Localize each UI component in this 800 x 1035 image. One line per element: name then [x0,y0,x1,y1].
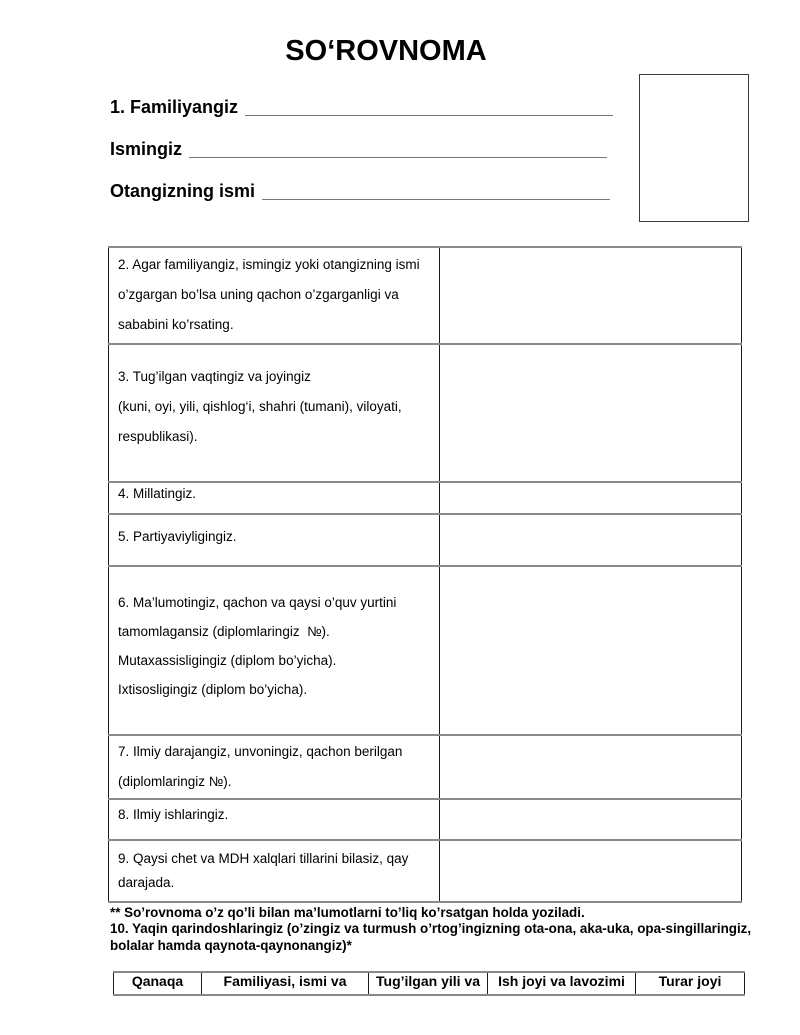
relatives-header-work: Ish joyi va lavozimi [488,972,636,995]
question-cell [109,566,440,735]
answer-cell[interactable] [440,514,742,566]
question-10-line: 10. Yaqin qarindoshlaringiz (o’zingiz va turmush o’rtog’ingizning ota-ona, aka-uka, opa-singillaringiz, [110,921,752,937]
photo-placeholder-box[interactable] [639,74,749,222]
question-line: o’zgargan bo’lsa uning qachon o’zgarganligi va [118,287,399,302]
question-line: Ixtisosligingiz (diplom bo’yicha). [118,682,308,697]
question-line: 9. Qaysi chet va MDH xalqlari tillarini bilasiz, qay [118,851,409,866]
question-line: (kuni, oyi, yili, qishlog‘i, shahri (tumani), viloyati, [118,399,402,414]
question-cell [109,247,440,344]
relatives-table [113,971,745,996]
answer-cell[interactable] [440,566,742,735]
question-10-line: bolalar hamda qaynota-qaynonangiz)* [110,937,352,953]
question-cell [109,840,440,902]
answer-cell[interactable] [440,840,742,902]
field-surname-label: 1. Familiyangiz [110,97,239,117]
field-firstname-line[interactable] [189,143,607,158]
question-line: 5. Partiyaviyligingiz. [118,529,237,544]
question-line: 4. Millatingiz. [118,486,197,501]
question-line: Mutaxassisligingiz (diplom bo’yicha). [118,653,337,668]
table-row [109,799,742,840]
table-row [109,566,742,735]
question-line: sababini ko’rsating. [118,317,234,332]
questionnaire-table [108,246,742,903]
question-cell [109,514,440,566]
question-line: tamomlagansiz (diplomlaringiz №). [118,624,330,639]
answer-cell[interactable] [440,247,742,344]
field-firstname-label: Ismingiz [110,139,183,159]
relatives-header-residence: Turar joyi [636,972,745,995]
footer-notes [110,905,770,954]
relatives-header-name: Familiyasi, ismi va [202,972,369,995]
field-firstname [110,139,607,160]
page-title: SO‘ROVNOMA [285,35,487,67]
handwriting-footnote: ** So’rovnoma o’z qo’li bilan ma’lumotlarni to’liq ko’rsatgan holda yoziladi. [110,905,585,920]
question-line: 6. Ma’lumotingiz, qachon va qaysi o’quv yurtini [118,595,397,610]
answer-cell[interactable] [440,482,742,514]
relatives-header-relationship: Qanaqa [114,972,202,995]
question-line: 8. Ilmiy ishlaringiz. [118,807,229,822]
question-cell [109,482,440,514]
question-line: 7. Ilmiy darajangiz, unvoningiz, qachon berilgan [118,744,403,759]
question-line: (diplomlaringiz №). [118,774,232,789]
question-cell [109,344,440,482]
table-row [109,840,742,902]
answer-cell[interactable] [440,799,742,840]
table-row [109,247,742,344]
field-patronymic [110,181,610,202]
field-surname [110,97,613,118]
answer-cell[interactable] [440,344,742,482]
table-row [109,344,742,482]
field-patronymic-line[interactable] [262,185,610,200]
field-surname-line[interactable] [245,101,613,116]
table-row [109,482,742,514]
question-line: respublikasi). [118,429,198,444]
question-line: 2. Agar familiyangiz, ismingiz yoki otangizning ismi [118,257,420,272]
field-patronymic-label: Otangizning ismi [110,181,256,201]
question-cell [109,799,440,840]
relatives-header-row [114,972,745,995]
question-line: darajada. [118,875,175,890]
relatives-header-birth: Tug’ilgan yili va [369,972,488,995]
question-cell [109,735,440,799]
table-row [109,735,742,799]
table-row [109,514,742,566]
question-line: 3. Tug’ilgan vaqtingiz va joyingiz [118,369,311,384]
answer-cell[interactable] [440,735,742,799]
